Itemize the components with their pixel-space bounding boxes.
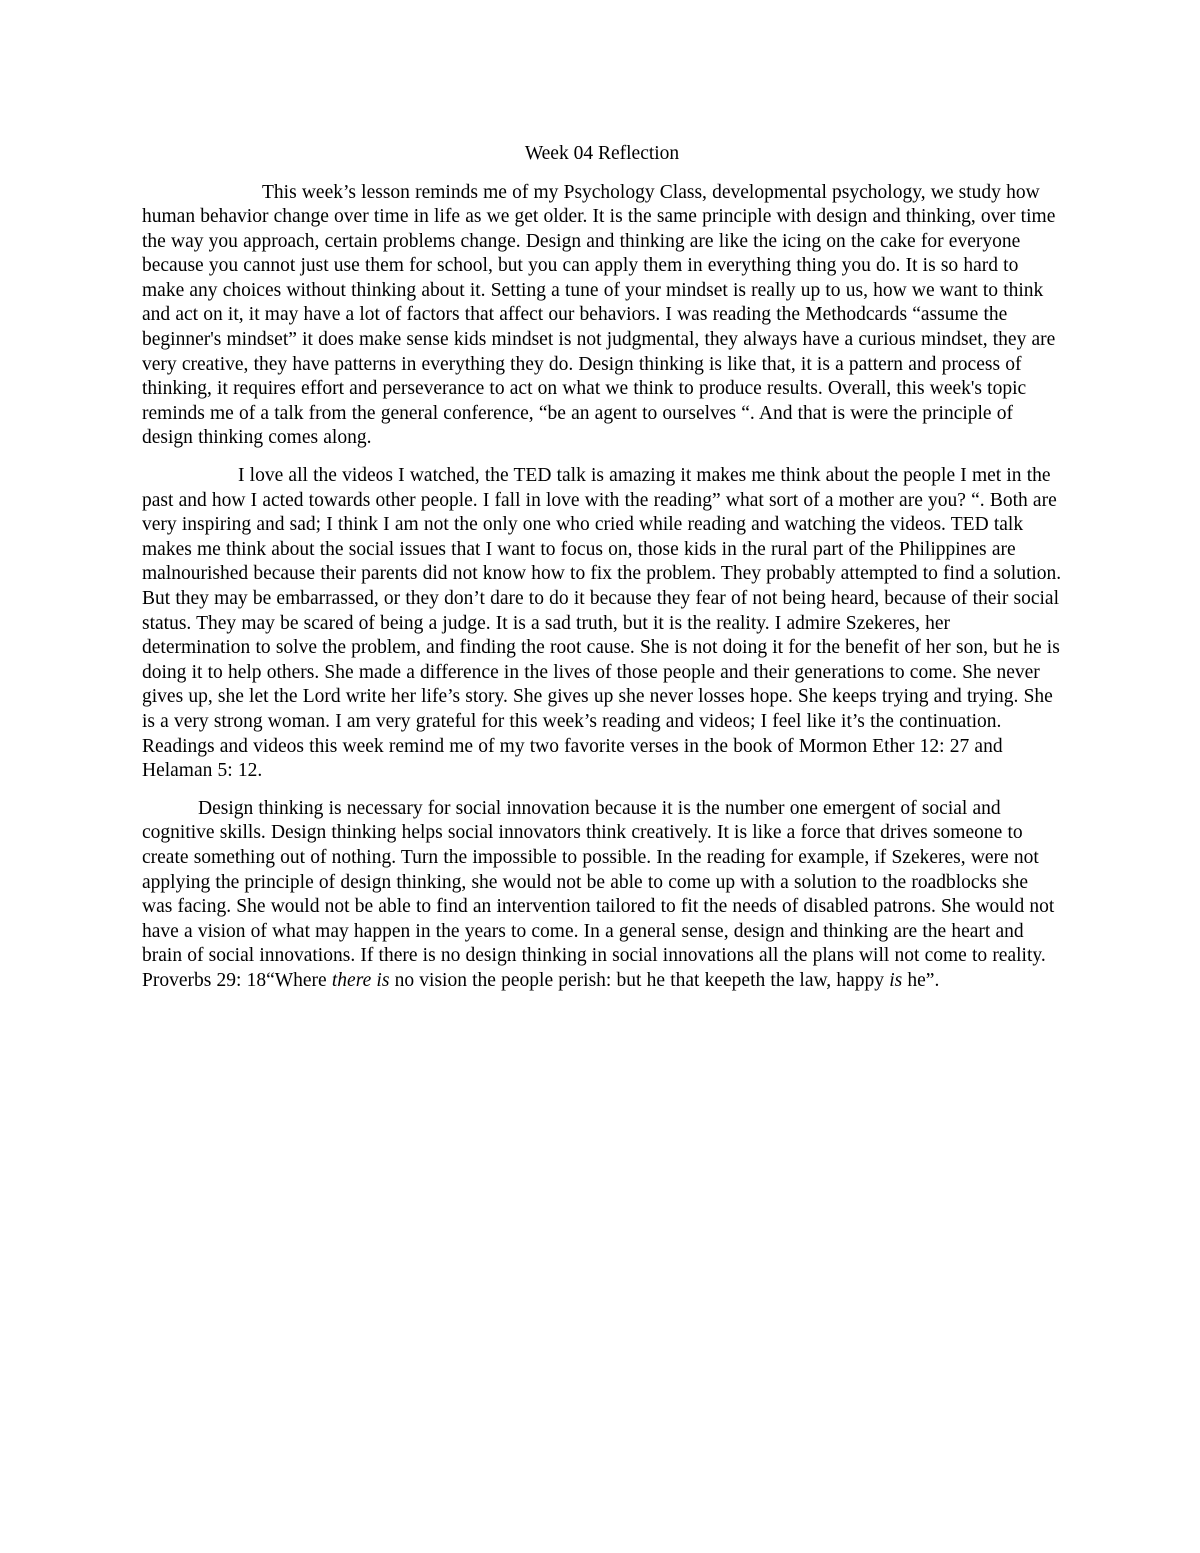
document-title: Week 04 Reflection [524,143,680,164]
paragraph-3-text-e: he”. [902,969,940,991]
document-body [142,142,1062,1007]
paragraph-3-italic-is: is [889,969,903,991]
paragraph-1: This week’s lesson reminds me of my Psychology Class, developmental psychology, we study how human behavior change over time in life as we get older. It is the same principle with design and thinking, over time the way you approach, certain problems change. Design and thinking are like the icing on the cake for everyone because you cannot just use them for school, but you can apply them in everything thing you do. It is so hard to make any choices without thinking about it. Setting a tune of your mindset is really up to us, how we want to think and act on it, it may have a lot of factors that affect our behaviors. I was reading the Methodcards “assume the beginner's mindset” it does make sense kids mindset is not judgmental, they always have a curious mindset, they are very creative, they have patterns in everything they do. Design thinking is like that, it is a pattern and process of thinking, it requires effort and perseverance to act on what we think to produce results. Overall, this week's topic reminds me of a talk from the general conference, “be an agent to ourselves “. And that is were the principle of design thinking comes along. [142,181,1056,449]
paragraph-3-text-c: no vision the people perish: but he that keepeth the law, happy [389,969,890,991]
paragraph-3 [142,797,1062,994]
paragraph-3-italic-there-is: there is [331,969,390,991]
paragraph-2: I love all the videos I watched, the TED talk is amazing it makes me think about the people I met in the past and how I acted towards other people. I fall in love with the reading” what sort of a mother are you? “. Both are very inspiring and sad; I think I am not the only one who cried while reading and watching the videos. TED talk makes me think about the social issues that I want to focus on, those kids in the rural part of the Philippines are malnourished because their parents did not know how to fix the problem. They probably attempted to find a solution. But they may be embarrassed, or they don’t dare to do it because they fear of not being heard, because of their social status. They may be scared of being a judge. It is a sad truth, but it is the reality. I admire Szekeres, her determination to solve the problem, and finding the root cause. She is not doing it for the benefit of her son, but he is doing it to help others. She made a difference in the lives of those people and their generations to come. She never gives up, she let the Lord write her life’s story. She gives up she never losses hope. She keeps trying and trying. She is a very strong woman. I am very grateful for this week’s reading and videos; I feel like it’s the continuation. Readings and videos this week remind me of my two favorite verses in the book of Mormon Ether 12: 27 and Helaman 5: 12. [142,465,1062,782]
paragraph-3-text-a: Design thinking is necessary for social innovation because it is the number one emergent of social and cognitive skills. Design thinking helps social innovators think creatively. It is like a force that drives someone to create something out of nothing. Turn the impossible to possible. In the reading for example, if Szekeres, were not applying the principle of design thinking, she would not be able to come up with a solution to the roadblocks she was facing. She would not be able to find an intervention tailored to fit the needs of disabled patrons. She would not have a vision of what may happen in the years to come. In a general sense, design and thinking are the heart and brain of social innovations. If there is no design thinking in social innovations all the plans will not come to reality. Proverbs 29: 18“Where [142,797,1055,991]
